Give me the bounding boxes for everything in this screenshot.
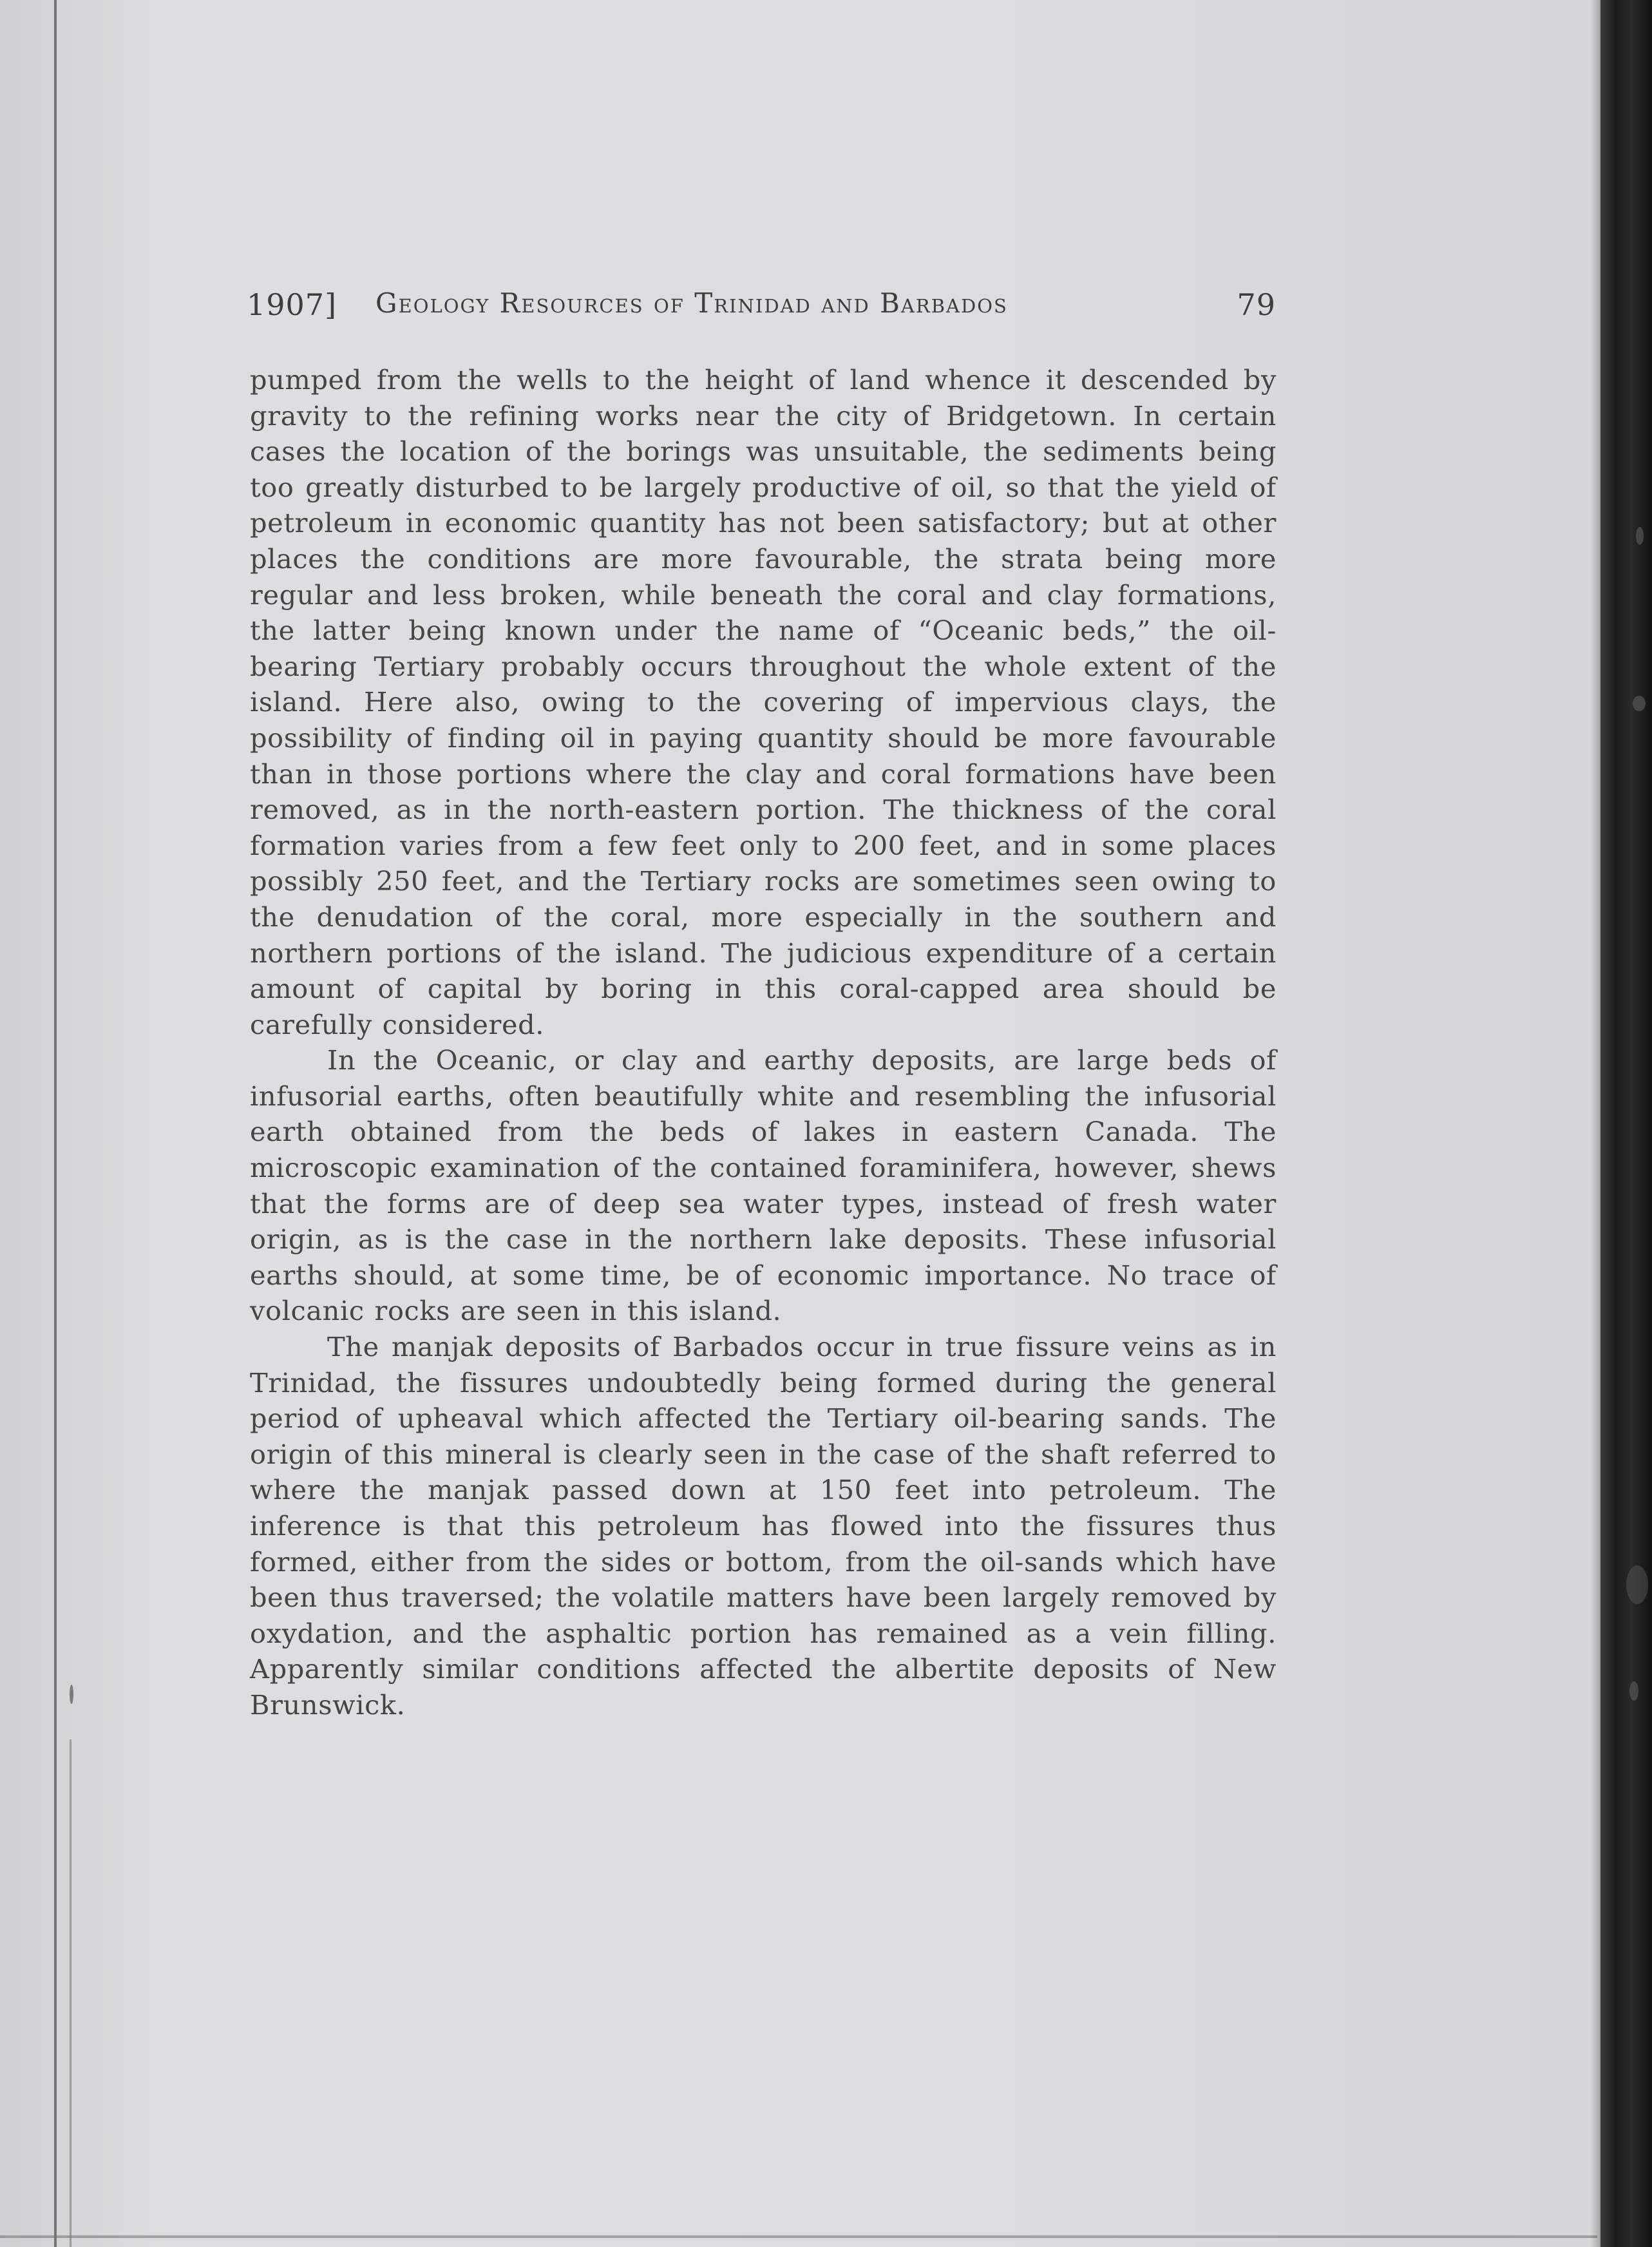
paragraph: In the Oceanic, or clay and earthy deposits, are large beds of infusorial earths, often beautifully white and resembling the infusorial earth obtained from the beds of lakes in eastern Canada. The microscopic examination of the contained foraminifera, however, shews that the forms are of deep sea water types, instead of fresh water origin, as is the case in the northern lake deposits. These infusorial earths should, at some time, be of economic importance. No trace of volcanic rocks are seen in this island. [250, 1044, 1277, 1327]
scan-speck [1626, 1565, 1648, 1604]
paragraph: pumped from the wells to the height of land whence it descended by gravity to the refining works near the city of Bridgetown. In certain cases the location of the borings was unsuitable, the sediments being too greatly disturbed to be largely productive of oil, so that the yield of petroleum in economic quantity has not been satisfactory; but at other places the conditions are more favourable, the strata being more regular and less broken, while beneath the coral and clay formations, the latter being known under the name of “Oceanic beds,” the oil-bearing Tertiary probably occurs throughout the whole extent of the island. Here also, owing to the covering of impervious clays, the possibility of finding oil in paying quantity should be more favourable than in those portions where the clay and coral formations have been removed, as in the north-eastern portion. The thickness of the coral formation varies from a few feet only to 200 feet, and in some places possibly 250 feet, and the Tertiary rocks are sometimes seen owing to the denudation of the coral, more especially in the southern and northern portions of the island. The judicious expenditure of a certain amount of capital by boring in this coral-capped area should be carefully considered. [250, 364, 1277, 1040]
binding-shadow [1591, 0, 1601, 2247]
scan-speck [70, 1685, 73, 1704]
book-binding [1600, 0, 1652, 2247]
margin-rule [54, 0, 57, 2247]
header-title: Geology Resources of Trinidad and Barbados [375, 287, 1008, 319]
paragraph: The manjak deposits of Barbados occur in true fissure veins as in Trinidad, the fissures undoubtedly being formed during the general period of upheaval which affected the Tertiary oil-bearing sands. The origin of this mineral is clearly seen in the case of the shaft referred to where the manjak passed down at 150 feet into petroleum. The inference is that this petroleum has flowed into the fissures thus formed, either from the sides or bottom, from the oil-sands which have been thus traversed; the volatile matters have been largely removed by oxydation, and the asphaltic portion has remained as a vein filling. Apparently similar conditions affected the albertite deposits of New Brunswick. [250, 1331, 1277, 1721]
header-year: 1907] [247, 287, 337, 322]
scan-speck [1629, 1681, 1638, 1701]
scan-speck [1636, 527, 1644, 545]
page-number: 79 [1237, 287, 1276, 322]
running-header [247, 287, 1276, 326]
bottom-rule [0, 2235, 1597, 2238]
margin-rule [70, 1739, 71, 2247]
body-text [250, 362, 1277, 1723]
scan-speck [1633, 696, 1646, 711]
